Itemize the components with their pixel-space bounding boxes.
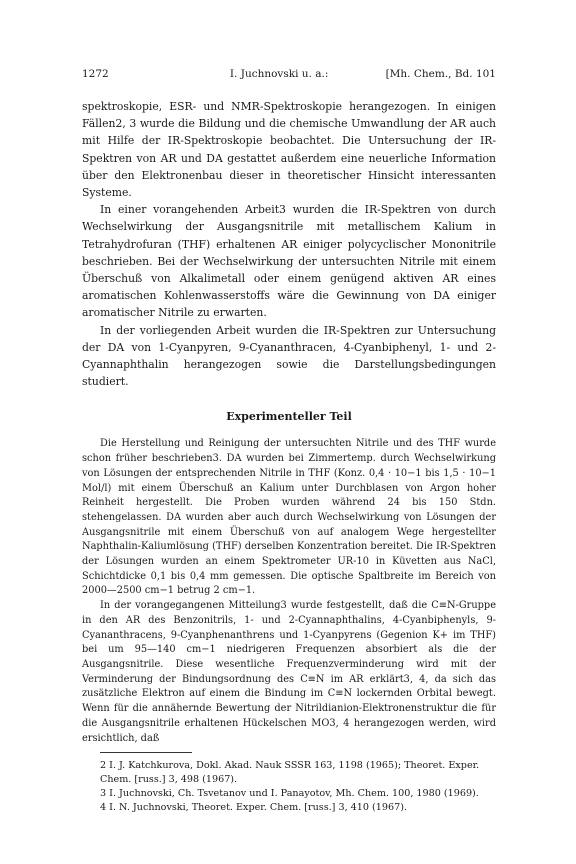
page-number: 1272 — [82, 68, 109, 80]
footnote-divider — [100, 752, 192, 753]
running-header — [82, 68, 496, 80]
footnote-3: 3 I. Juchnovski, Ch. Tsvetanov und I. Panayotov, Mh. Chem. 100, 1980 (1969). — [100, 788, 479, 800]
experimental-paragraph-1: Die Herstellung und Reinigung der untersuchten Nitrile und des THF wurde schon früher beschrieben3. DA wurden bei Zimmertemp. durch Wechselwirkung von Lösungen der entsprechenden Nitrile in THF (Konz. 0,4 · 10−1 bis 1,5 · 10−1 Mol/l) mit einem Überschuß an Kalium unter Durchblasen von Argon hoher Reinheit hergestellt. Die Proben wurden während 24 bis 150 Stdn. stehengelassen. DA wurden aber auch durch Wechselwirkung von Lösungen der Ausgangsnitrile mit einem Überschuß von auf analogem Wege hergestellter Naphthalin-Kaliumlösung (THF) derselben Konzentration bereitet. Die IR-Spektren der Lösungen wurden an einem Spektrometer UR-10 in Küvetten aus NaCl, Schichtdicke 0,1 bis 0,4 mm gemessen. Die optische Spaltbreite im Bereich von 2000—2500 cm−1 betrug 2 cm−1. — [82, 438, 496, 597]
intro-paragraph-1: spektroskopie, ESR- und NMR-Spektroskopie herangezogen. In einigen Fällen2, 3 wurde die Bildung und die chemische Umwandlung der AR auch mit Hilfe der IR-Spektroskopie beobachtet. Die Untersuchung der IR-Spektren von AR und DA gestattet außerdem eine neuerliche Information über den Elektronenbau dieser in theoretischer Hinsicht interessanten Systeme. — [82, 100, 496, 200]
intro-paragraph-2: In einer vorangehenden Arbeit3 wurden die IR-Spektren von durch Wechselwirkung der Ausgangsnitrile mit metallischem Kalium in Tetrahydrofuran (THF) erhaltenen AR einiger polycyclischer Mononitrile beschrieben. Bei der Wechselwirkung der untersuchten Nitrile mit einem Überschuß von Alkalimetall oder einem genügend aktiven AR eines aromatischen Kohlenwasserstoffs wäre die Gewinnung von DA einiger aromatischer Nitrile zu erwarten. — [82, 203, 496, 320]
intro-paragraph-3: In der vorliegenden Arbeit wurden die IR-Spektren zur Untersuchung der DA von 1-Cyanpyren, 9-Cyananthracen, 4-Cyanbiphenyl, 1- und 2-Cyannaphthalin herangezogen sowie die Darstellungsbedingungen studiert. — [82, 323, 496, 389]
section-heading: Experimenteller Teil — [226, 410, 352, 424]
footnote-2: 2 I. J. Katchkurova, Dokl. Akad. Nauk SSSR 163, 1198 (1965); Theoret. Exper. Chem. [russ.] 3, 498 (1967). — [100, 760, 480, 786]
footnote-4: 4 I. N. Juchnovski, Theoret. Exper. Chem. [russ.] 3, 410 (1967). — [100, 802, 407, 814]
journal-page — [82, 68, 496, 815]
running-authors: I. Juchnovski u. a.: — [229, 68, 329, 80]
experimental-paragraph-2: In der vorangegangenen Mitteilung3 wurde festgestellt, daß die C≡N-Gruppe in den AR des Benzonitrils, 1- und 2-Cyannaphthalins, 4-Cyanbiphenyls, 9-Cyananthracens, 9-Cyanphenanthrens und 1-Cyanpyrens (Gegenion K+ im THF) bei um 95—140 cm−1 niedrigeren Frequenzen absorbiert als die der Ausgangsnitrile. Diese wesentliche Frequenzverminderung wird mit der Verminderung der Bindungsordnung des C≡N im AR erklärt3, 4, da sich das zusätzliche Elektron auf einem die Bindung im C≡N lockernden Orbital bewegt. Wenn für die annähernde Bewertung der Nitrildianion-Elektronenstruktur die für die Ausgangsnitrile erhaltenen Hückelschen MO3, 4 herangezogen werden, wird ersichtlich, daß — [82, 600, 496, 744]
journal-reference: [Mh. Chem., Bd. 101 — [385, 68, 496, 80]
